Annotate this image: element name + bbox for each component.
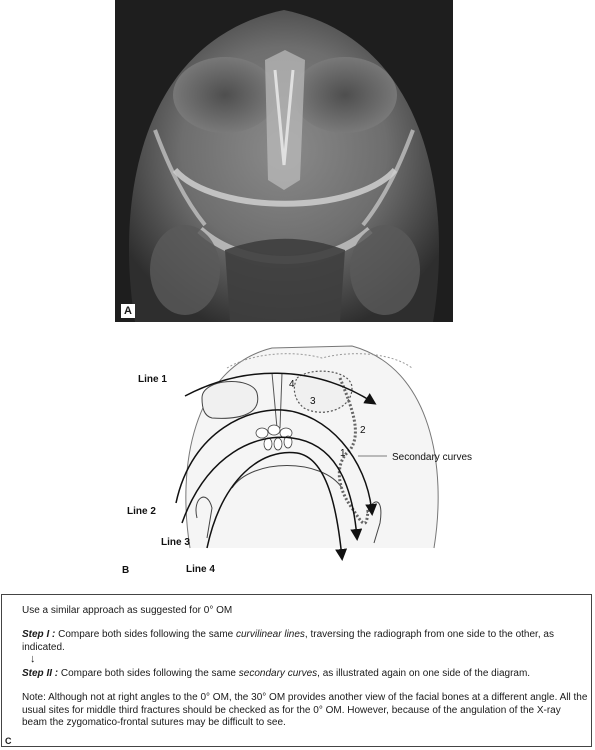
label-secondary-curves: Secondary curves (392, 452, 473, 463)
step-2 (22, 668, 582, 681)
panel-label-c: C (5, 736, 12, 746)
step-1 (22, 629, 582, 654)
curve-number-2: 2 (360, 425, 366, 436)
note-text: Note: Although not at right angles to the 0° OM, the 30° OM provides another view of the facial bones at a different angle. All the usual sites for middle third fractures should be checked as for the 0° OM. However, because of the angulation of the X-ray beam the zygomatico-frontal sutures may be difficult to see. (22, 692, 588, 728)
panel-label-b: B (122, 565, 130, 576)
right-orbit (294, 371, 352, 412)
label-line-2: Line 2 (127, 506, 156, 517)
curves-diagram (112, 338, 532, 583)
step-1-em: curvilinear lines (236, 629, 305, 640)
step-2-label: Step II : (22, 668, 59, 679)
curve-number-1: 1 (340, 448, 346, 459)
label-line-1: Line 1 (138, 374, 167, 385)
instructions-box (1, 594, 592, 747)
radiograph-image (115, 0, 453, 322)
down-arrow-icon: ↓ (30, 653, 36, 665)
step-2-em: secondary curves (238, 668, 318, 679)
step-1-label: Step I : (22, 629, 56, 640)
curve-number-4: 4 (289, 379, 295, 390)
step-1-pre: Compare both sides following the same (55, 629, 236, 640)
intro-text: Use a similar approach as suggested for 0° OM (22, 605, 233, 616)
left-orbit (202, 382, 258, 419)
step-2-pre: Compare both sides following the same (58, 668, 239, 679)
curve-number-3: 3 (310, 396, 316, 407)
label-line-4: Line 4 (186, 564, 215, 575)
step-2-post: , as illustrated again on one side of the diagram. (317, 668, 531, 679)
panel-label-a: A (121, 304, 135, 318)
step-1-post: , traversing the radiograph from one side to the other, as indicated. (22, 629, 554, 653)
label-line-3: Line 3 (161, 537, 190, 548)
